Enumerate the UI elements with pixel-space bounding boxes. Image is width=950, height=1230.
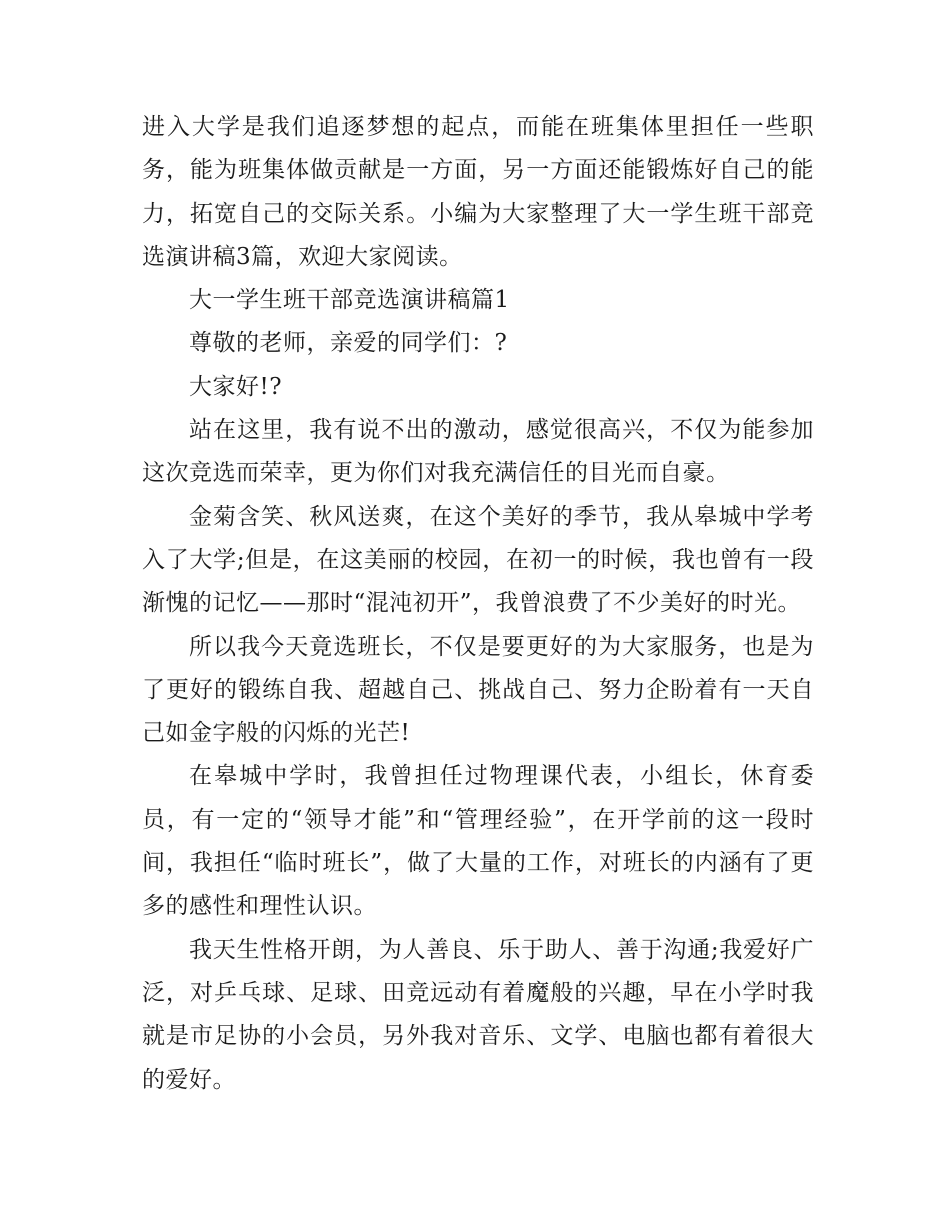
document-body [142,106,814,1102]
greeting: 大家好!? [189,373,283,400]
body-paragraph: 所以我今天竟选班长，不仅是要更好的为大家服务，也是为了更好的锻练自我、超越自己、挑战自己、努力企盼着有一天自己如金字般的闪烁的光芒! [142,633,814,747]
body-paragraph: 站在这里，我有说不出的激动，感觉很高兴，不仅为能参加这次竞选而荣幸，更为你们对我充满信任的目光而自豪。 [142,417,814,487]
salutation: 尊敬的老师，亲爱的同学们：? [189,330,508,357]
body-paragraph: 金菊含笑、秋风送爽，在这个美好的季节，我从皋城中学考入了大学;但是，在这美丽的校园，在初一的时候，我也曾有一段渐愧的记忆——那时“混沌初开”，我曾浪费了不少美好的时光。 [142,503,814,617]
speech-title: 大一学生班干部竞选演讲稿篇1 [189,287,510,314]
body-paragraph: 在皋城中学时，我曾担任过物理课代表，小组长，休育委员，有一定的“领导才能”和“管理经验”，在开学前的这一段时间，我担任“临时班长”，做了大量的工作，对班长的内涵有了更多的感性和理性认识。 [142,763,814,920]
body-paragraph: 我天生性格开朗，为人善良、乐于助人、善于沟通;我爱好广泛，对乒乓球、足球、田竞远动有着魔般的兴趣，早在小学时我就是市足协的小会员，另外我对音乐、文学、电脑也都有着很大的爱好。 [142,936,814,1093]
intro-paragraph: 进入大学是我们追逐梦想的起点，而能在班集体里担任一些职务，能为班集体做贡献是一方面，另一方面还能锻炼好自己的能力，拓宽自己的交际关系。小编为大家整理了大一学生班干部竞选演讲稿3篇，欢迎大家阅读。 [142,114,814,270]
